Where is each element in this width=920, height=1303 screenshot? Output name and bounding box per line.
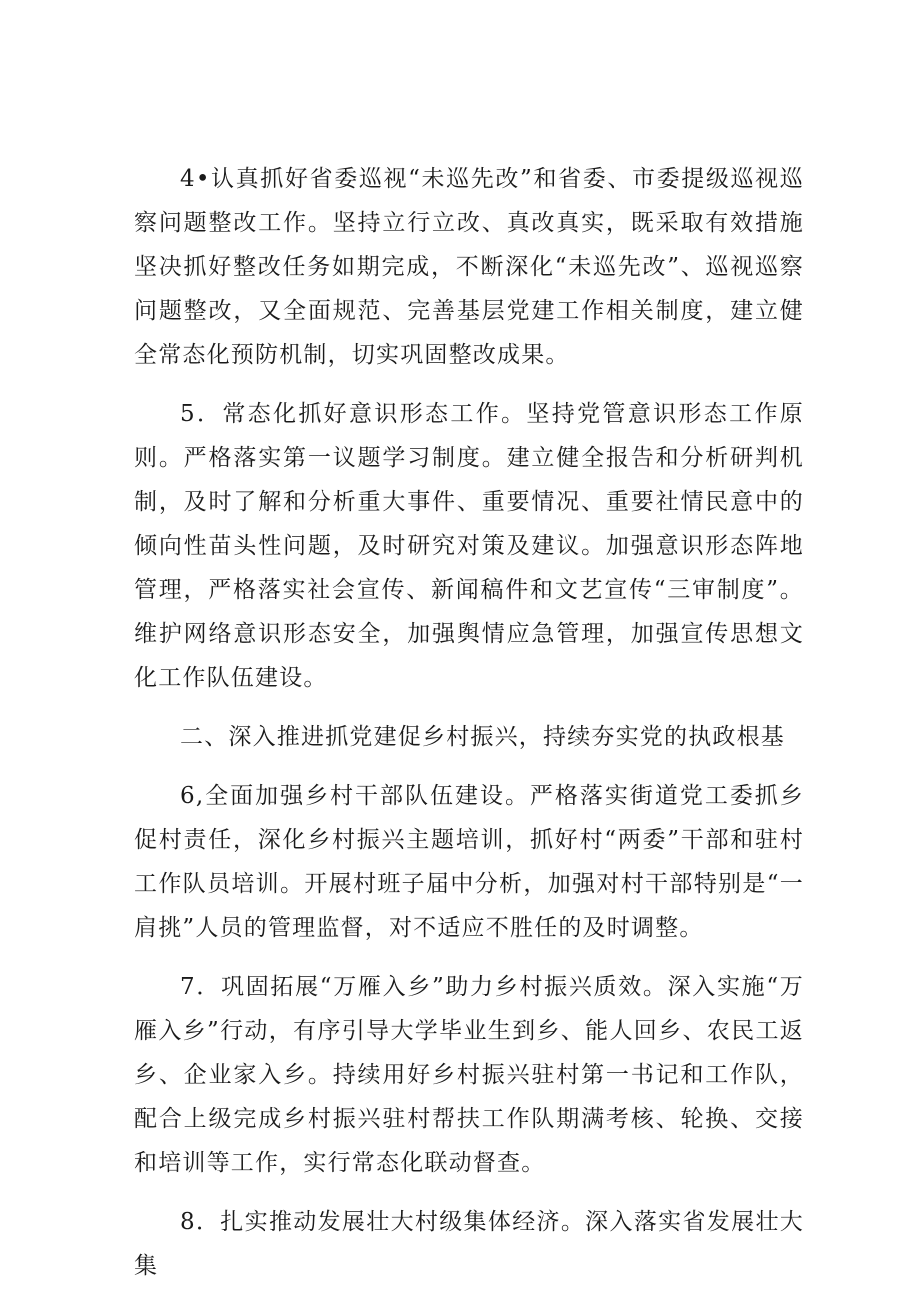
document-body bbox=[134, 157, 804, 1303]
paragraph-item-8: 8．扎实推动发展壮大村级集体经济。深入落实省发展壮大集 bbox=[134, 1209, 804, 1279]
paragraph-item-6: 6,全面加强乡村干部队伍建设。严格落实街道党工委抓乡促村责任，深化乡村振兴主题培训，抓好村“两委”干部和驻村工作队员培训。开展村班子届中分析，加强对村干部特别是“一肩挑”人员的管理监督，对不适应不胜任的及时调整。 bbox=[134, 783, 804, 941]
paragraph-item-4: 4•认真抓好省委巡视“未巡先改”和省委、市委提级巡视巡察问题整改工作。坚持立行立改、真改真实，既采取有效措施坚决抓好整改任务如期完成，不断深化“未巡先改”、巡视巡察问题整改，又全面规范、完善基层党建工作相关制度，建立健全常态化预防机制，切实巩固整改成果。 bbox=[134, 166, 804, 368]
paragraph-item-7: 7．巩固拓展“万雁入乡”助力乡村振兴质效。深入实施“万雁入乡”行动，有序引导大学毕业生到乡、能人回乡、农民工返乡、企业家入乡。持续用好乡村振兴驻村第一书记和工作队，配合上级完成乡村振兴驻村帮扶工作队期满考核、轮换、交接和培训等工作，实行常态化联动督查。 bbox=[134, 974, 804, 1176]
section-heading-2: 二、深入推进抓党建促乡村振兴，持续夯实党的执政根基 bbox=[180, 724, 785, 750]
paragraph-item-5: 5．常态化抓好意识形态工作。坚持党管意识形态工作原则。严格落实第一议题学习制度。建立健全报告和分析研判机制，及时了解和分析重大事件、重要情况、重要社情民意中的倾向性苗头性问题，及时研究对策及建议。加强意识形态阵地管理，严格落实社会宣传、新闻稿件和文艺宣传“三审制度”。维护网络意识形态安全，加强舆情应急管理，加强宣传思想文化工作队伍建设。 bbox=[134, 401, 804, 691]
